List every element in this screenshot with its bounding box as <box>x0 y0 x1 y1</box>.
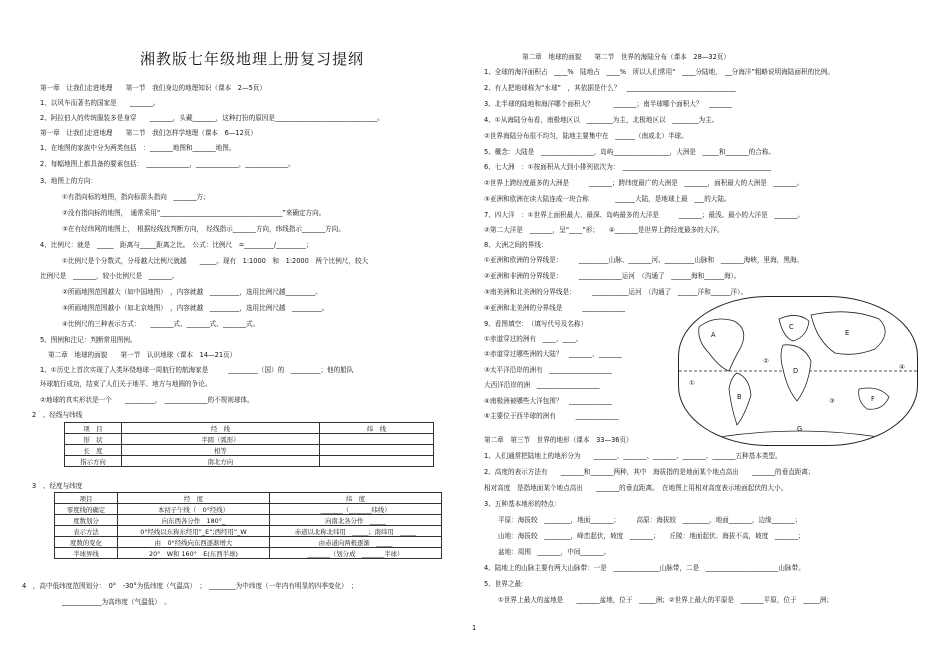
question-line: ④比例尺的三种表示方式： _______式、_______式、_______式。 <box>62 320 260 328</box>
question-line: 2、每幅地图上都具备的要素包括： _____________，_____________，_____________。 <box>40 160 295 168</box>
question-line: 8、大洲之间的界线： <box>484 241 548 249</box>
question-line: 5、世界之最： <box>484 580 528 588</box>
question-line: 1、人们通常把陆地上的地形分为 _______、_______、_______、_______、_______五种基本类型。 <box>484 452 782 460</box>
table-cell <box>319 434 433 445</box>
map-label: ④ <box>899 363 905 371</box>
question-line: ③亚洲和欧洲在读大陆连成一块合称 ______大陆，是地球上最 ___的大陆。 <box>484 195 731 203</box>
table-cell: 由赤道向两极逐渐 _____ <box>269 537 441 548</box>
table-cell: 形 状 <box>65 434 122 445</box>
page-title: 湘教版七年级地理上册复习提纲 <box>140 50 365 68</box>
question-line: ①有指向标的地图，指向标箭头指向 _______方； <box>62 193 210 201</box>
map-label: E <box>845 329 850 337</box>
question-line: ____________为高纬度（气温低） 。 <box>62 598 171 606</box>
question-line: 3、北半球的陆地和海洋哪个面积大？ _______；南半球哪个面积大？ _______ <box>484 100 733 108</box>
question-line: ②地球的真实形状是一个 _________， _____________的不规则球体。 <box>40 396 254 404</box>
question-line: ⑤主要位于西半球的洲有 _____________ <box>484 412 619 420</box>
question-line: 3 、经度与纬度 <box>32 482 83 490</box>
table-row <box>55 537 442 548</box>
question-line: 5、概念：大陆是 ________________，岛屿_________________，大洲是 _____和_______的合称。 <box>484 148 776 156</box>
table-cell: 向南北各分作 _____ <box>269 515 441 526</box>
question-line: 平原：海拔较 ________，地面_______； 高原：海拔较 ________，地面_______，边缘_______； <box>498 516 802 524</box>
table-row <box>55 548 442 559</box>
question-line: 相对高度 是指地面某个地点高出 _______的垂直距离。 在地图上用相对高度表示地面起伏的大小。 <box>484 484 788 492</box>
question-line: ②世界海陆分布很不均匀，陆地主要集中在 ______（南或北）半球。 <box>484 132 688 140</box>
question-line: 6、七大洲 ：①按面积从大到小排列依次为： _____________________________________________ <box>484 163 772 171</box>
table-cell: 度数划分 <box>55 515 118 526</box>
question-line: 1、以风车而著名的国家是 _______。 <box>40 99 160 107</box>
question-line: ④南极洲被哪些大洋包围？ _____________ <box>484 397 612 405</box>
question-line: 3、五种基本地形的特点： <box>484 500 561 508</box>
question-line: ②第二大洋是 _______，呈“____”形； ④_______是世界上跨经度最多的大洋。 <box>484 226 724 234</box>
question-line: ①世界上最大的盆地是 _______盆地，位于 _____洲；②世界上最大的平原是 _______平原，位于 _____洲； <box>498 596 833 604</box>
question-line: 4、陆地上的山脉主要有两大山脉带：一是 ______________山脉带，二是 ______________________山脉带。 <box>484 564 805 572</box>
table-cell: 表示方法 <box>55 526 118 537</box>
question-line: ③所画地图范围越小（如北京地图） ，内容就越 _________，选用比例尺越 _________。 <box>62 304 329 312</box>
table-cell: 度数的变化 <box>55 537 118 548</box>
table-cell: 半圆（弧形） <box>122 434 320 445</box>
question-line: ②亚洲和非洲的分界线是： _____________运河 （沟通了 ______海和______海）。 <box>484 272 741 280</box>
table-cell: _______（_______纬线） <box>269 504 441 515</box>
table-cell: 0°经线以东称东经用“_E”;西经用“_W <box>118 526 270 537</box>
section-heading: 第二章 地球的面貌 第二节 世界的海陆分布（课本 28—32页） <box>522 53 730 61</box>
question-line: 4、比例尺：就是 _____ 距离与_____距离之比。 公式：比例尺 =_________/_________； <box>40 241 313 249</box>
question-line: 环球航行成功，结束了人们关于地平、地方与地圆的争论。 <box>40 380 212 388</box>
question-line: 山地：海拔较 ________，峰峦起伏，坡度 _______； 丘陵：地面起伏、海拔不高，坡度 _______； <box>498 532 805 540</box>
question-line: 7、四大洋 ：①世界上面积最大、最深、岛屿最多的大洋是 _______；最浅、最小的大洋是 _______。 <box>484 211 805 219</box>
map-label: G <box>797 425 803 433</box>
section-heading: 第一章 让我们走进地理 第二节 我们怎样学地理（课本 6—12页） <box>40 129 257 137</box>
question-line: 1、①历史上首次实现了人类环绕地球一周航行的航海家是 _________（国）的 _________；他的船队 <box>40 366 354 374</box>
question-line: 1、全球的海洋面积占 ____% 陆地占 ____% 所以人们常用“ ____分陆地， __分海洋”粗略说明海陆面积的比例。 <box>484 68 834 76</box>
question-line: ①比例尺是个分数式，分母越大比例尺就越 _____。现有 1:1000 和 1:2000 两个比例尺，较大 <box>62 257 369 265</box>
table-cell: 赤道以北称北纬用 _____；南纬用 _____ <box>269 526 441 537</box>
question-line: 1、在地图的家族中分为两类包括 ：_______地图和_______地图。 <box>40 144 236 152</box>
question-line: 4 ，高中低纬度范围划分： 0° -30°为低纬度（气温高） ； ________为中纬度（一年内有明显的四季变化） ； <box>22 582 358 590</box>
world-map <box>678 296 918 446</box>
table-cell: 20° W和 160° E(东西半球) <box>118 548 270 559</box>
map-label: D <box>793 367 799 375</box>
question-line: ③太平洋沿岸的洲有 ___________________ <box>484 366 612 374</box>
table-row <box>65 456 434 467</box>
page-number: 1 <box>472 624 477 632</box>
question-line: ①亚洲和欧洲的分界线是： _________山脉、_______河、_________山脉和 _______海峡，里海，黑海。 <box>484 256 804 264</box>
question-line: 2、阿拉伯人的传统服装多是身穿 _______，头戴_______，这种打扮的原因是_______________________________。 <box>40 114 384 122</box>
table-cell: 半球界线 <box>55 548 118 559</box>
table-cell: 南北方向 <box>122 456 320 467</box>
section-heading: 第一章 让我们走进地理 第一节 我们身边的地理知识（课本 2—5页） <box>40 84 266 92</box>
question-line: 2、有人把地球称为“水球” ，其依据是什么？ _________________________________ <box>484 84 736 92</box>
table-row <box>55 504 442 515</box>
question-line: 2 、经线与纬线 <box>32 411 83 419</box>
table-header: 经 度 <box>118 493 270 504</box>
section-heading: 第二章 地球的面貌 第一节 认识地球（课本 14—21页） <box>48 351 237 359</box>
question-line: ②赤道穿过哪些洲的大陆？ _______、_______ <box>484 350 622 358</box>
question-line: 3、地图上的方向： <box>40 177 97 185</box>
map-label: ② <box>763 357 769 365</box>
table-cell <box>319 456 433 467</box>
question-line: ②世界上跨经度最多的大洲是 _______；跨纬度最广的大洲是 _______，面积最大的大洲是 _______。 <box>484 179 804 187</box>
question-line: ①赤道穿过的洲有 ____、____。 <box>484 335 583 343</box>
table-cell: 由 0°经线向东西逐渐增大 <box>118 537 270 548</box>
table-cell <box>319 445 433 456</box>
question-line: 大西洋沿岸的洲 ___________________ <box>484 381 600 389</box>
continent-shape <box>699 319 744 371</box>
table-cell: 指示方向 <box>65 456 122 467</box>
table-cell: 相等 <box>122 445 320 456</box>
question-line: ②没有指向标的地图， 通常采用“_____________________________________”来确定方向。 <box>62 209 326 217</box>
question-line: 4、①从海陆分布看，南极地区以 ________为主，北极地区以 ________为主。 <box>484 116 719 124</box>
table-cell: 向东西各分作 180°_ <box>118 515 270 526</box>
map-label: C <box>789 323 794 331</box>
question-line: ③在有经纬网的地图上， 根据经线找判断方向， 经线指示_______方向，纬线指示_______方向。 <box>62 225 345 233</box>
table-row <box>55 515 442 526</box>
meridian-parallel-table <box>64 422 434 467</box>
map-label: ① <box>689 379 695 387</box>
question-line: ②所画地图范围越大（如中国地图） ，内容就越 _________，选用比例尺越_________。 <box>62 288 322 296</box>
question-line: ③南美洲和北美洲的分界线是： ___________运河 （沟通了 ______洋和______洋）。 <box>484 288 748 296</box>
table-cell: 长 度 <box>65 445 122 456</box>
table-cell: 零度线的确定 <box>55 504 118 515</box>
continent-shape <box>779 315 809 341</box>
table-header: 项 目 <box>65 423 122 434</box>
question-line: 盆地：周围 _______，中间_______。 <box>498 548 611 556</box>
table-row <box>55 526 442 537</box>
table-cell: _______（划分成 _______半球） <box>269 548 441 559</box>
map-label: ③ <box>829 397 835 405</box>
question-line: 9、看图填空： （填写代号及名称） <box>484 320 588 328</box>
table-cell: 本初子午线（ 0°经线） <box>118 504 270 515</box>
map-label: F <box>871 395 875 403</box>
map-label: A <box>711 331 716 339</box>
table-header: 经 线 <box>122 423 320 434</box>
section-heading: 第二章 第三节 世界的地形（课本 33—36页） <box>484 436 633 444</box>
table-header: 项目 <box>55 493 118 504</box>
longitude-latitude-table <box>54 492 442 559</box>
table-header: 纬 度 <box>269 493 441 504</box>
question-line: 2、高度的表示方法有 _______和_______两种，其中 海拔指的是地面某个地点高出 _______的垂直距离； <box>484 468 815 476</box>
question-line: ④亚洲和北美洲的分界线是 _____________ <box>484 304 626 312</box>
table-header: 纬 线 <box>319 423 433 434</box>
question-line: 比例尺是 _______，较小比例尺是 _______。 <box>40 272 179 280</box>
table-row <box>65 434 434 445</box>
table-row <box>65 445 434 456</box>
map-label: B <box>737 393 742 401</box>
question-line: 5、图例和注记：判断常用图例。 <box>40 336 137 344</box>
